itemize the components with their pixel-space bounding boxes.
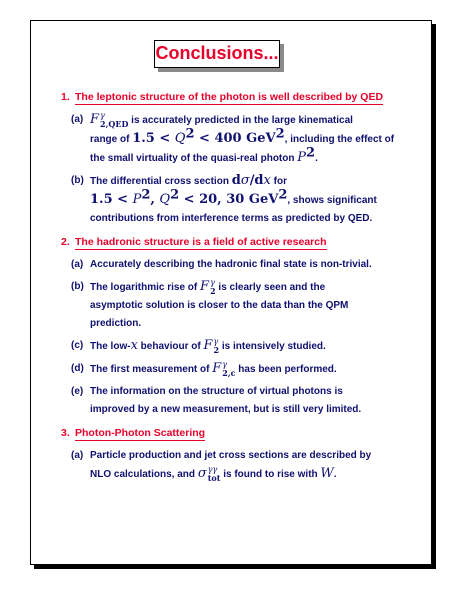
item-label: (a) [71, 450, 84, 461]
section-heading-2 [61, 236, 421, 250]
list-item: (a) F γ 2,QED is accurately predicted in the large kinematical range of $1.5 < Q^2 < 400$ GeV$^2$, including the effect of the small virtuality of the quasi-real photon $P^2$. [71, 111, 395, 165]
item-label: (e) [71, 386, 84, 397]
list-item: (d) The first measurement of F γ 2,c has been performed. [71, 360, 337, 379]
section-number: 2. [61, 236, 70, 248]
section-title: The hadronic structure is a field of active research [75, 236, 327, 248]
section-number: 1. [61, 91, 70, 103]
list-item: (a) Accurately describing the hadronic final state is non-trivial. [61, 256, 421, 274]
item-label: (b) [71, 281, 84, 292]
slide-title: Conclusions... [154, 40, 280, 68]
slide-frame [30, 20, 432, 565]
title-wrap [154, 40, 280, 68]
section-title: Photon-Photon Scattering [75, 427, 206, 439]
item-label: (c) [71, 340, 84, 351]
list-item: (e) The information on the structure of virtual photons is improved by a new measurement, but is still very limited. [61, 383, 421, 419]
section-number: 3. [61, 427, 70, 439]
list-item: (b) The differential cross section dσ/dx for $1.5 < P^2$, $Q^2 < 20$, 30 GeV$^2$, shows significant contributions from interference terms as predicted by QED. [71, 173, 377, 224]
section-heading-3 [61, 427, 421, 441]
item-label: (b) [71, 175, 84, 186]
list-item: (b) The logarithmic rise of F γ 2 is clearly seen and the asymptotic solution is closer to the data than the QPM prediction. [71, 278, 349, 329]
content [61, 91, 421, 488]
item-label: (a) [71, 114, 84, 125]
section-title: The leptonic structure of the photon is well described by QED [75, 91, 384, 103]
list-item: (c) The low-x behaviour of F γ 2 is intensively studied. [71, 337, 326, 356]
item-label: (a) [71, 259, 84, 270]
list-item: (a) Particle production and jet cross sections are described by NLO calculations, and σ γγ tot is found to rise with W. [61, 447, 421, 484]
section-heading-1 [61, 91, 421, 105]
item-label: (d) [71, 363, 84, 374]
